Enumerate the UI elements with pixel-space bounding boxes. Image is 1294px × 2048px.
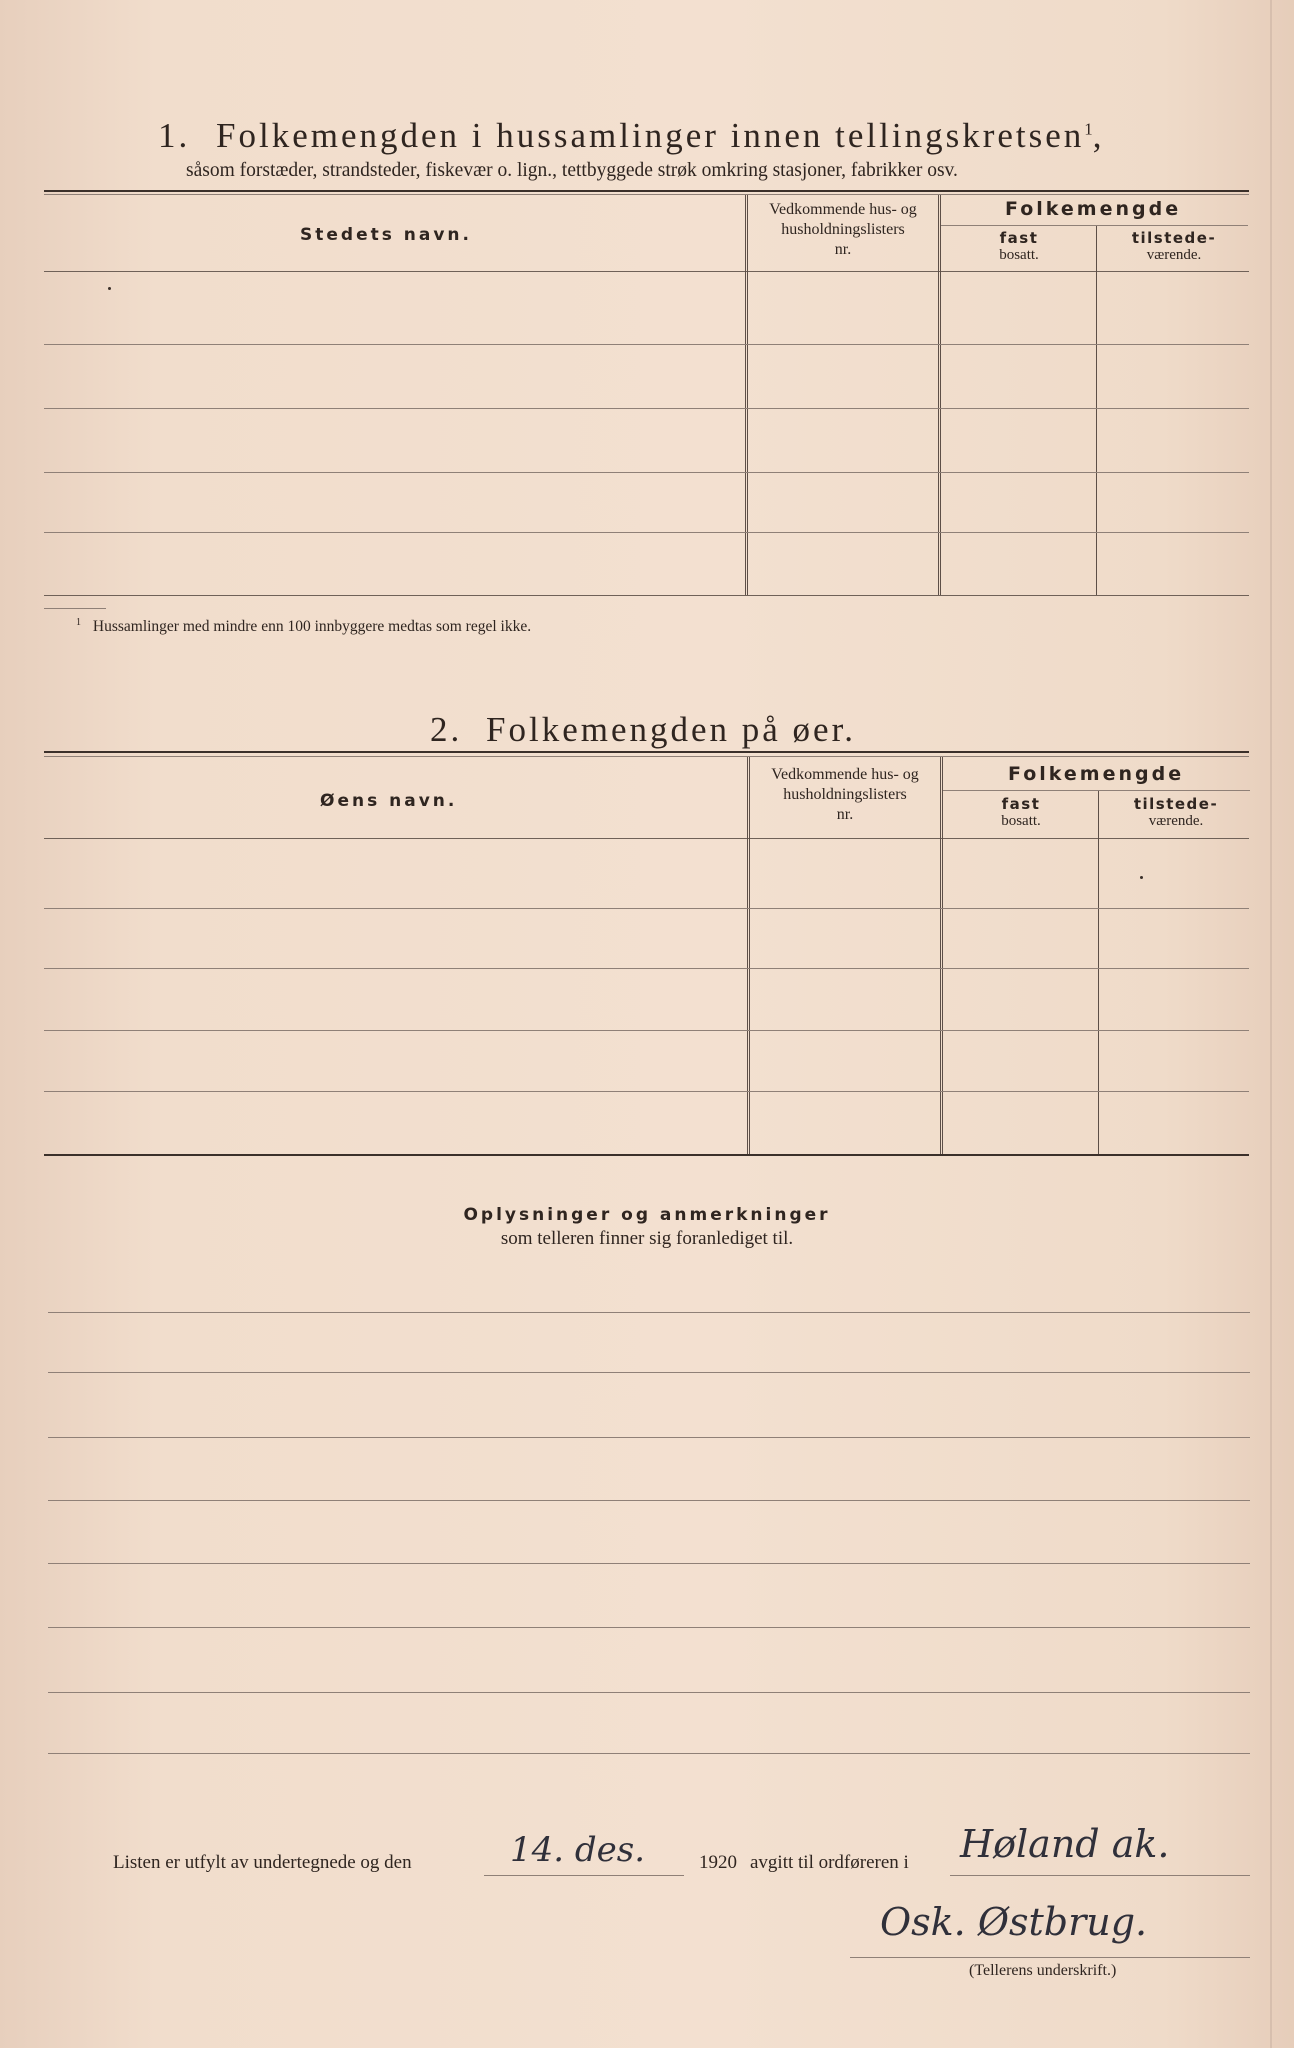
section1-title: Folkemengden i hussamlinger innen tellingskretsen bbox=[216, 116, 1085, 155]
ink-speck bbox=[1140, 876, 1143, 879]
table1-col-fast-label: fast bbox=[999, 229, 1039, 247]
section1-number: 1. bbox=[158, 116, 191, 155]
signature-caption: (Tellerens underskrift.) bbox=[969, 1962, 1117, 1979]
signature-text-before: Listen er utfylt av undertegnede og den bbox=[113, 1852, 412, 1873]
table2-col-fast-sub: bosatt. bbox=[1001, 813, 1041, 829]
remarks-line bbox=[48, 1627, 1250, 1628]
table2-row-line bbox=[44, 908, 1249, 909]
table1-row-line bbox=[44, 472, 1249, 473]
signature-handwritten: Osk. Østbrug. bbox=[880, 1900, 1148, 1944]
table1-col-divider-2 bbox=[938, 195, 941, 595]
table1-col-tilst-label: tilstede- bbox=[1131, 229, 1217, 247]
table1-col-divider-3 bbox=[1096, 226, 1097, 595]
table1-col-fast-sub: bosatt. bbox=[999, 247, 1039, 263]
ink-speck bbox=[108, 287, 111, 290]
footnote-rule bbox=[44, 608, 106, 609]
remarks-subtitle: som telleren finner sig foranlediget til. bbox=[500, 1228, 794, 1249]
remarks-title: Oplysninger og anmerkninger bbox=[463, 1205, 831, 1225]
table2-top-rule-inner bbox=[44, 756, 1249, 757]
remarks-line bbox=[48, 1692, 1250, 1693]
table2-header-rule bbox=[44, 838, 1249, 839]
remarks-line bbox=[48, 1437, 1250, 1438]
table1-col-list-line1: Vedkommende hus- og bbox=[769, 201, 917, 218]
table2-col-tilst-label: tilstede- bbox=[1133, 795, 1219, 813]
table2-col-divider-3 bbox=[1098, 791, 1099, 1154]
table1-row-line bbox=[44, 532, 1249, 533]
table1-col-tilst bbox=[1100, 229, 1248, 264]
remarks-line bbox=[48, 1312, 1250, 1313]
table2-col-list-line2: husholdningslisters bbox=[783, 786, 907, 803]
table2-bottom-rule bbox=[44, 1154, 1249, 1156]
table2-col-fast bbox=[944, 795, 1098, 830]
remarks-line bbox=[48, 1372, 1250, 1373]
remarks-line bbox=[48, 1500, 1250, 1501]
table1-col-list-line3: nr. bbox=[834, 241, 852, 258]
signature-underline bbox=[850, 1957, 1250, 1958]
section2-title: Folkemengden på øer. bbox=[486, 710, 857, 749]
section2-heading bbox=[430, 710, 856, 750]
table2-row-line bbox=[44, 968, 1249, 969]
section1-subtitle: såsom forstæder, strandsteder, fiskevær o. lign., tettbyggede strøk omkring stasjoner, fabrikker osv. bbox=[186, 160, 958, 181]
table1-header-rule bbox=[44, 271, 1249, 272]
section1-footnote-text: Hussamlinger med mindre enn 100 innbyggere medtas som regel ikke. bbox=[92, 618, 532, 636]
signature-text-mid: avgitt til ordføreren i bbox=[750, 1852, 909, 1873]
table2-col-folk: Folkemengde bbox=[1008, 763, 1185, 785]
table2-col-fast-label: fast bbox=[1001, 795, 1041, 813]
table1-bottom-rule bbox=[44, 595, 1249, 596]
table1-col-list bbox=[748, 200, 938, 260]
table1-col-place: Stedets navn. bbox=[300, 225, 472, 245]
table1-col-tilst-sub: værende. bbox=[1146, 247, 1202, 263]
table2-col-list bbox=[750, 765, 940, 825]
page-fold bbox=[1270, 0, 1272, 2048]
date-underline bbox=[484, 1875, 684, 1876]
table1-col-folk: Folkemengde bbox=[1005, 198, 1182, 220]
place-handwritten: Høland ak. bbox=[960, 1822, 1170, 1866]
table1-top-rule bbox=[44, 190, 1249, 192]
section1-footnote bbox=[76, 617, 531, 636]
table2-col-list-line3: nr. bbox=[836, 806, 854, 823]
section1-footnote-marker: 1 bbox=[1084, 119, 1093, 139]
remarks-line bbox=[48, 1563, 1250, 1564]
table2-top-rule bbox=[44, 751, 1249, 753]
section1-footnote-num: 1 bbox=[76, 617, 81, 628]
table1-row-line bbox=[44, 408, 1249, 409]
table2-row-line bbox=[44, 1030, 1249, 1031]
section2-number: 2. bbox=[430, 710, 463, 749]
table2-col-tilst bbox=[1102, 795, 1250, 830]
table1-top-rule-inner bbox=[44, 194, 1249, 195]
table2-col-place: Øens navn. bbox=[320, 791, 458, 811]
table2-folk-rule bbox=[942, 790, 1250, 791]
table1-col-list-line2: husholdningslisters bbox=[781, 221, 905, 238]
signature-year: 1920 bbox=[699, 1852, 737, 1873]
section1-heading bbox=[158, 116, 1105, 156]
remarks-line bbox=[48, 1753, 1250, 1754]
date-handwritten: 14. des. bbox=[510, 1830, 646, 1870]
table1-col-fast bbox=[942, 229, 1096, 264]
table2-col-list-line1: Vedkommende hus- og bbox=[771, 766, 919, 783]
table2-col-divider-2 bbox=[940, 757, 943, 1154]
table1-row-line bbox=[44, 344, 1249, 345]
table1-folk-rule bbox=[940, 225, 1248, 226]
table2-col-tilst-sub: værende. bbox=[1148, 813, 1204, 829]
table2-row-line bbox=[44, 1091, 1249, 1092]
place-underline bbox=[950, 1875, 1250, 1876]
section1-title-comma: , bbox=[1092, 116, 1105, 155]
